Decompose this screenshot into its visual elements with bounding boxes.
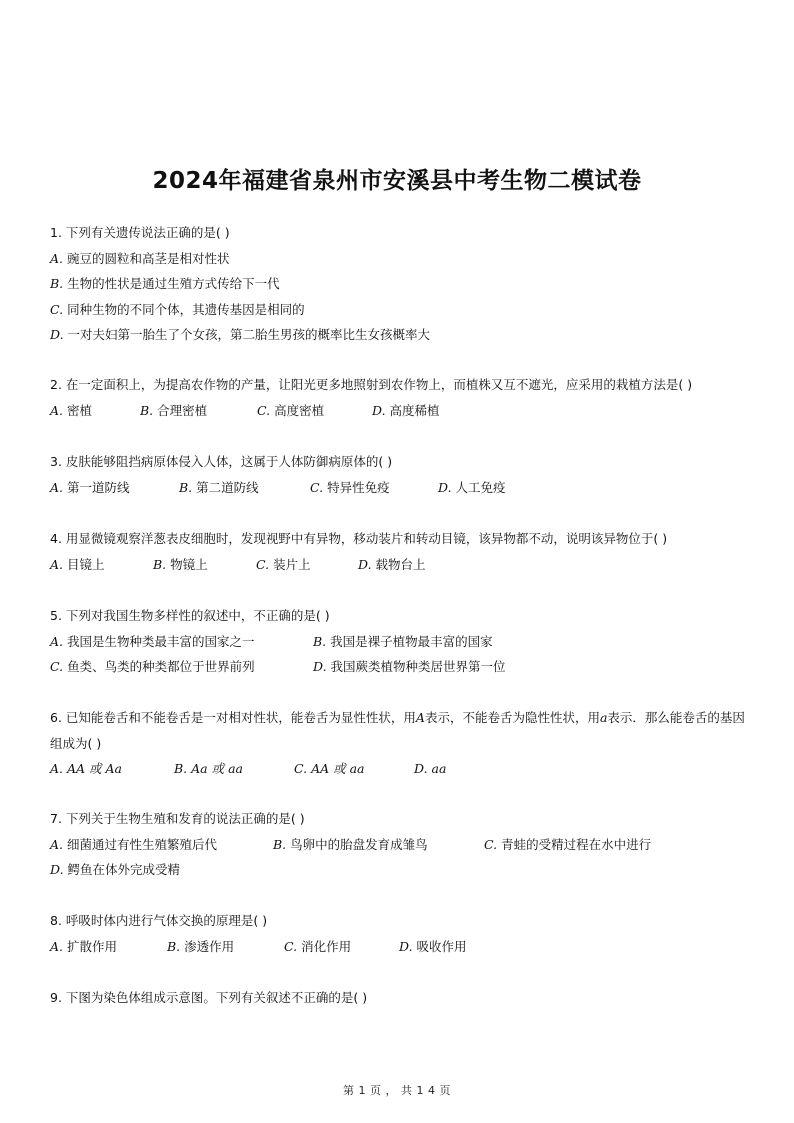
option-c: C. 消化作用 (284, 938, 352, 954)
options-row (50, 398, 750, 424)
option-a: A. 扩散作用 (50, 938, 118, 954)
options-row (50, 552, 750, 578)
option-d: D. 载物台上 (358, 556, 426, 572)
option-a: A. 细菌通过有性生殖繁殖后代 (50, 836, 218, 852)
option-c: C. 装片上 (256, 556, 311, 572)
question-7 (50, 806, 750, 883)
question-stem: 7. 下列关于生物生殖和发育的说法正确的是( ) (50, 811, 305, 826)
option-d: D. 人工免疫 (438, 479, 506, 495)
option-a: A. 目镜上 (50, 556, 105, 572)
question-6 (50, 705, 750, 782)
option-a: A. AA 或 Aa (50, 761, 122, 776)
options-row (50, 629, 750, 655)
option-d: D. 鳄鱼在体外完成受精 (50, 862, 181, 877)
option-c: C. 鱼类、鸟类的种类都位于世界前列 (50, 659, 255, 674)
question-3 (50, 449, 750, 500)
option-d: D. aa (414, 761, 447, 776)
option-b: B. Aa 或 aa (174, 761, 243, 776)
option-d: D. 一对夫妇第一胎生了个女孩，第二胎生男孩的概率比生女孩概率大 (50, 327, 431, 342)
page-title: 2024年福建省泉州市安溪县中考生物二模试卷 (152, 168, 642, 194)
question-1 (50, 220, 750, 348)
option-d: D. 高度稀植 (372, 402, 440, 418)
option-b: B. 鸟卵中的胎盘发育成雏鸟 (273, 836, 428, 852)
question-9 (50, 985, 750, 1011)
option-b: B. 我国是裸子植物最丰富的国家 (313, 633, 493, 649)
option-c: C. 同种生物的不同个体，其遗传基因是相同的 (50, 301, 305, 317)
option-a: A. 第一道防线 (50, 479, 130, 495)
question-stem: 4. 用显微镜观察洋葱表皮细胞时，发现视野中有异物，移动装片和转动目镜，该异物都不动，说明该异物位于( ) (50, 531, 668, 546)
option-d: D. 吸收作用 (399, 938, 467, 954)
option-b: B. 渗透作用 (167, 938, 235, 954)
page-footer: 第 1 页 ， 共 1 4 页 (343, 1084, 451, 1097)
option-a: A. 豌豆的圆粒和高茎是相对性状 (50, 250, 230, 266)
options-row (50, 756, 750, 782)
question-stem: 3. 皮肤能够阻挡病原体侵入人体，这属于人体防御病原体的( ) (50, 454, 393, 469)
option-c: C. 特异性免疫 (310, 479, 390, 495)
question-2 (50, 372, 750, 423)
options-row (50, 832, 750, 858)
question-stem: 8. 呼吸时体内进行气体交换的原理是( ) (50, 913, 268, 928)
question-stem: 9. 下图为染色体组成示意图。下列有关叙述不正确的是( ) (50, 990, 368, 1005)
option-b: B. 生物的性状是通过生殖方式传给下一代 (50, 276, 280, 291)
option-c: C. AA 或 aa (294, 761, 365, 776)
options-row (50, 934, 750, 960)
option-b: B. 物镜上 (153, 556, 208, 572)
options-row (50, 654, 750, 680)
question-5 (50, 603, 750, 680)
option-a: A. 密植 (50, 402, 93, 418)
question-8 (50, 908, 750, 959)
option-b: B. 合理密植 (140, 402, 208, 418)
question-stem: 2. 在一定面积上，为提高农作物的产量，让阳光更多地照射到农作物上，而植株又互不遮光，应采用的栽植方法是( ) (50, 377, 693, 392)
option-b: B. 第二道防线 (179, 479, 259, 495)
question-stem: 6. 已知能卷舌和不能卷舌是一对相对性状，能卷舌为显性性状，用A表示，不能卷舌为隐性性状，用a表示．那么能卷舌的基因组成为( ) (50, 710, 745, 751)
option-a: A. 我国是生物种类最丰富的国家之一 (50, 633, 255, 649)
option-c: C. 高度密植 (257, 402, 325, 418)
options-row (50, 475, 750, 501)
option-d: D. 我国蕨类植物种类居世界第一位 (313, 659, 506, 674)
question-stem: 1. 下列有关遗传说法正确的是( ) (50, 225, 230, 240)
question-4 (50, 526, 750, 577)
option-c: C. 青蛙的受精过程在水中进行 (484, 836, 652, 852)
question-stem: 5. 下列对我国生物多样性的叙述中，不正确的是( ) (50, 608, 330, 623)
